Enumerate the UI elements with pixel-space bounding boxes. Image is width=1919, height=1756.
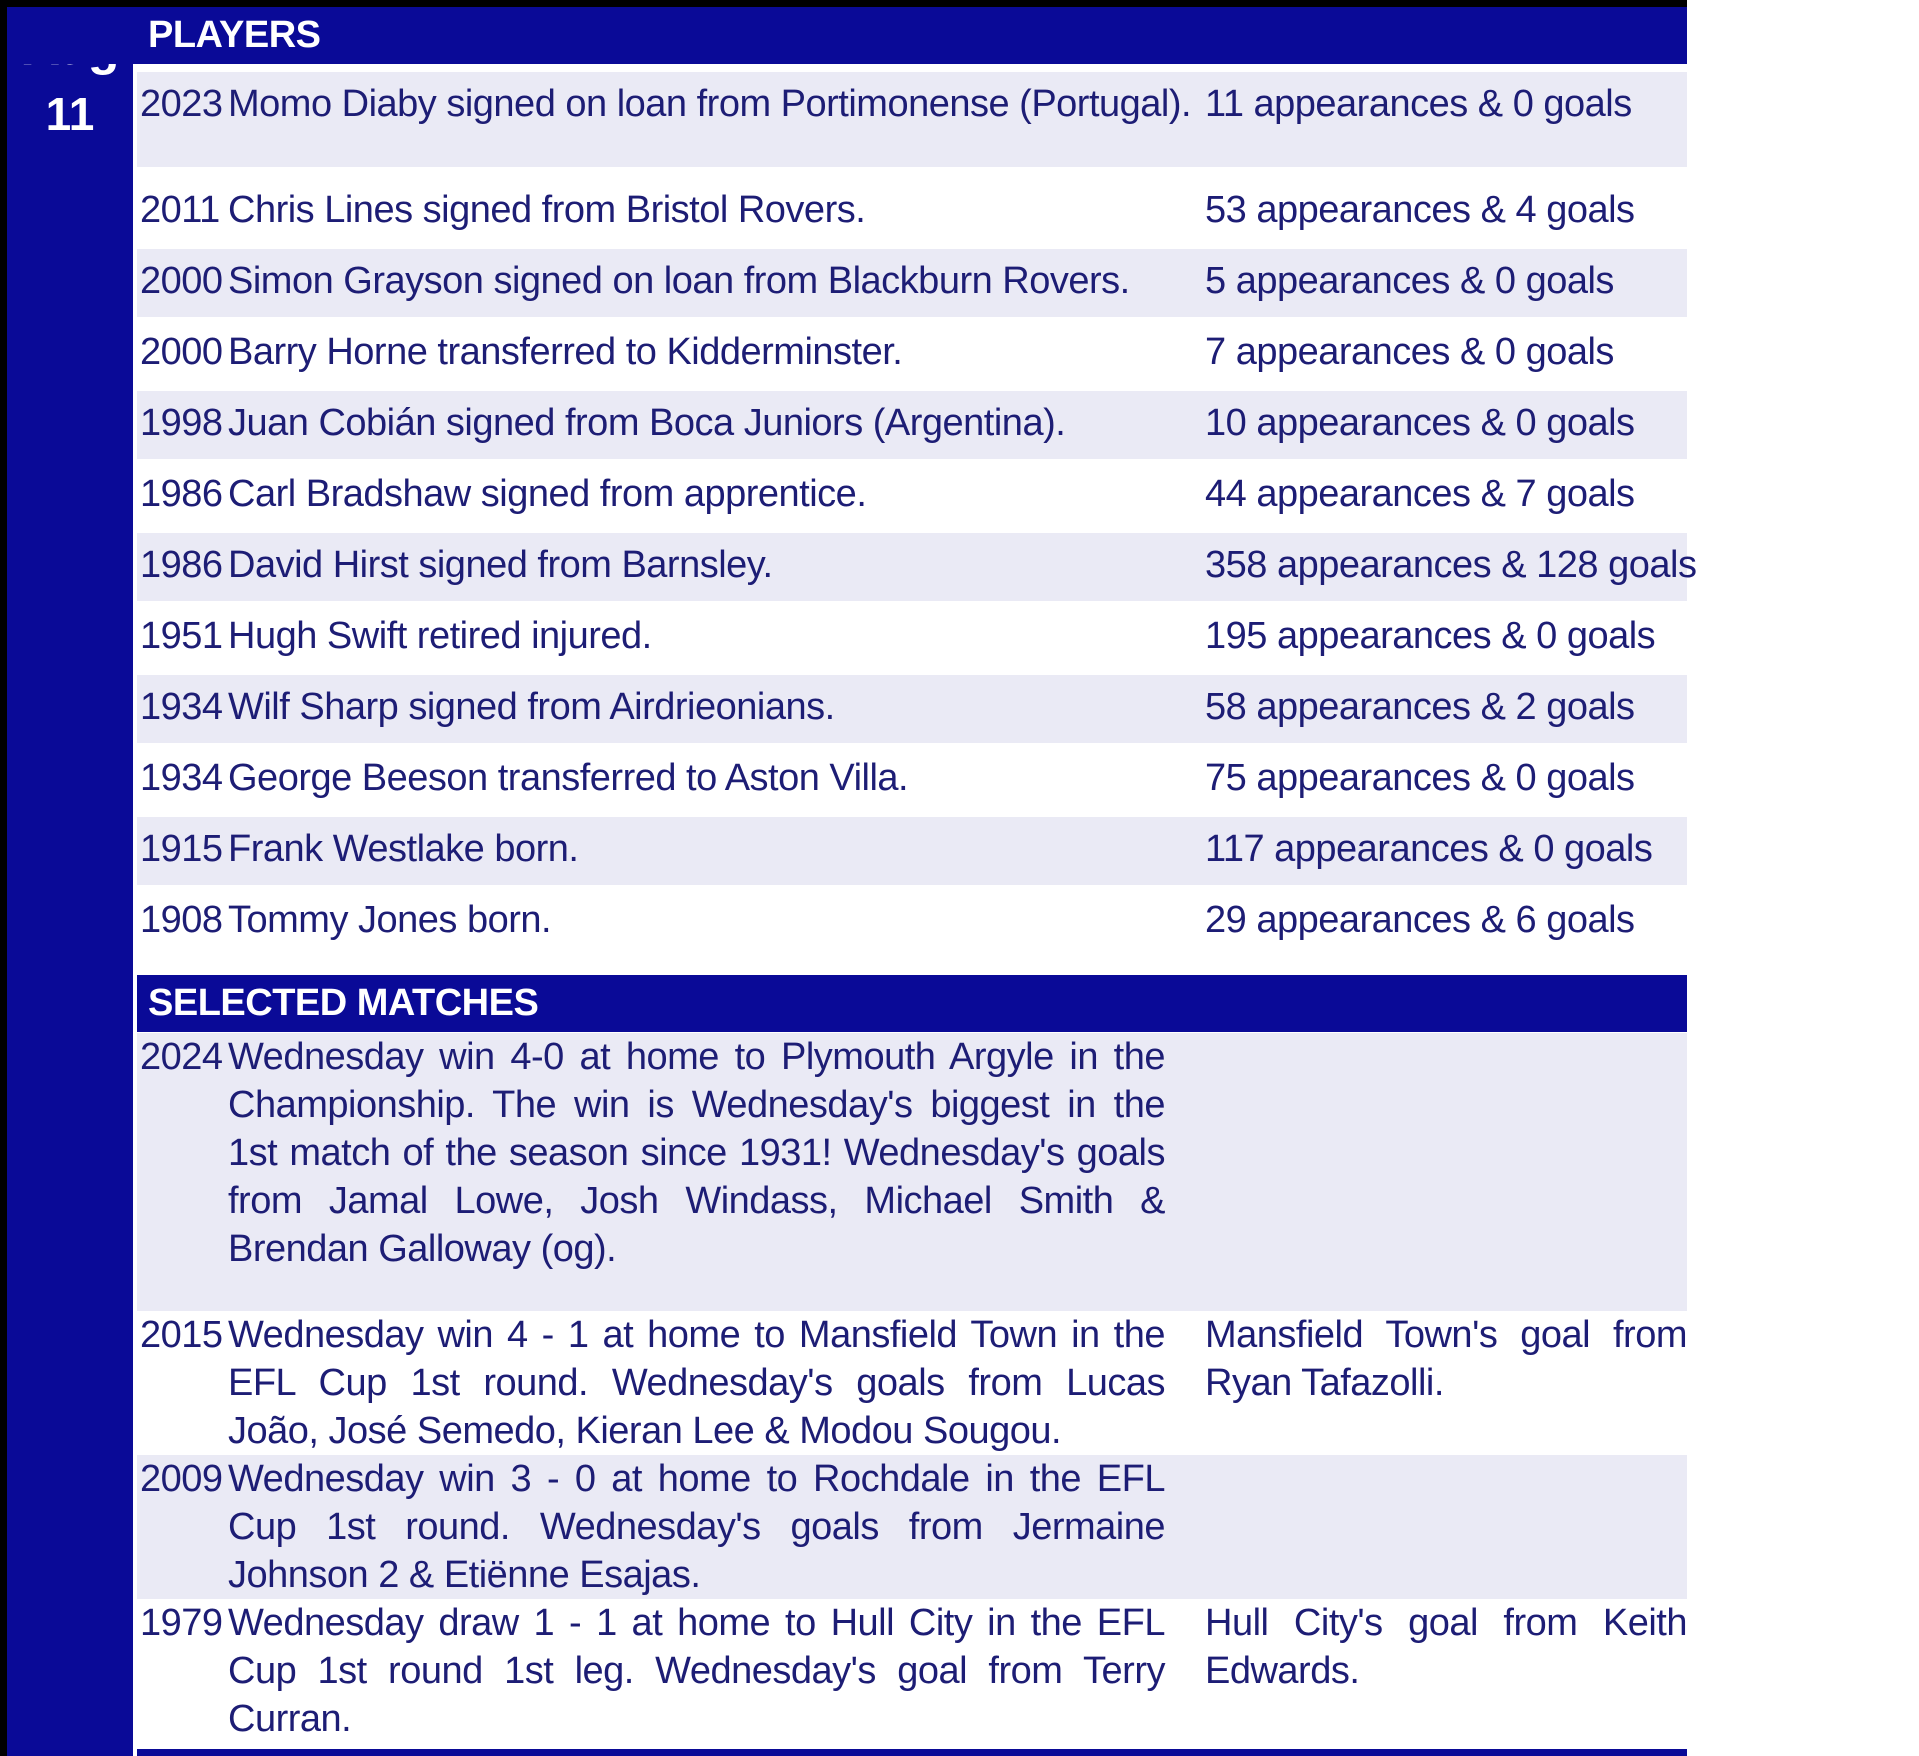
player-stats: 10 appearances & 0 goals: [1205, 402, 1635, 444]
player-event: Momo Diaby signed on loan from Portimonense (Portugal).: [228, 83, 1192, 125]
players-section-header: [7, 7, 1687, 64]
player-stats: 7 appearances & 0 goals: [1205, 331, 1614, 373]
player-row: [137, 462, 1687, 530]
player-row: [137, 320, 1687, 388]
player-stats: 75 appearances & 0 goals: [1205, 757, 1635, 799]
match-year: 2009: [140, 1458, 223, 1500]
player-year: 1986: [140, 544, 223, 586]
player-year: 1908: [140, 899, 223, 941]
match-year: 1979: [140, 1602, 223, 1644]
player-year: 1934: [140, 757, 223, 799]
match-opponent-note: Mansfield Town's goal from Ryan Tafazolli.: [1205, 1314, 1687, 1404]
players-list: [137, 72, 1697, 959]
player-row: [137, 533, 1697, 601]
player-row: [137, 249, 1687, 317]
player-year: 1986: [140, 473, 223, 515]
date-day: 11: [45, 88, 95, 140]
player-year: 1951: [140, 615, 223, 657]
page-bottom-rule: [137, 1749, 1687, 1756]
player-row: [137, 72, 1687, 167]
player-event: George Beeson transferred to Aston Villa.: [228, 757, 909, 799]
player-event: Carl Bradshaw signed from apprentice.: [228, 473, 867, 515]
player-year: 2000: [140, 260, 223, 302]
player-year: 1998: [140, 402, 223, 444]
player-stats: 5 appearances & 0 goals: [1205, 260, 1614, 302]
player-row: [137, 675, 1687, 743]
page-left-border: [0, 0, 7, 1756]
player-stats: 44 appearances & 7 goals: [1205, 473, 1635, 515]
match-year: 2015: [140, 1314, 223, 1356]
player-row: [137, 178, 1687, 246]
player-year: 2023: [140, 83, 223, 125]
player-year: 1915: [140, 828, 223, 870]
player-row: [137, 817, 1687, 885]
player-year: 1934: [140, 686, 223, 728]
player-event: Barry Horne transferred to Kidderminster.: [228, 331, 903, 373]
player-row: [137, 391, 1687, 459]
selected-matches-section-header: [137, 975, 1687, 1032]
player-stats: 29 appearances & 6 goals: [1205, 899, 1635, 941]
player-row: [137, 888, 1687, 956]
player-row: [137, 604, 1687, 672]
match-row: [137, 1455, 1687, 1599]
player-stats: 11 appearances & 0 goals: [1205, 83, 1632, 125]
player-stats: 195 appearances & 0 goals: [1205, 615, 1656, 657]
player-event: Hugh Swift retired injured.: [228, 615, 652, 657]
player-event: Tommy Jones born.: [228, 899, 552, 941]
match-row: [137, 1311, 1687, 1455]
player-event: Frank Westlake born.: [228, 828, 579, 870]
player-year: 2000: [140, 331, 223, 373]
player-event: David Hirst signed from Barnsley.: [228, 544, 773, 586]
match-summary: Wednesday win 4-0 at home to Plymouth Argyle in the Championship. The win is Wednesday's biggest in the 1st match of the season since 1931! Wednesday's goals from Jamal Lowe, Josh Windass, Michael Smith & Brendan Galloway (og).: [228, 1036, 1165, 1270]
match-opponent-note: Hull City's goal from Keith Edwards.: [1205, 1602, 1687, 1692]
player-stats: 53 appearances & 4 goals: [1205, 189, 1635, 231]
player-year: 2011: [140, 189, 220, 231]
player-event: Juan Cobián signed from Boca Juniors (Argentina).: [228, 402, 1066, 444]
match-summary: Wednesday win 3 - 0 at home to Rochdale in the EFL Cup 1st round. Wednesday's goals from Jermaine Johnson 2 & Etiënne Esajas.: [228, 1458, 1165, 1596]
players-section-title: PLAYERS: [148, 14, 321, 56]
player-row: [137, 746, 1687, 814]
page-top-border: [0, 0, 1687, 7]
player-event: Chris Lines signed from Bristol Rovers.: [228, 189, 866, 231]
matches-list: [137, 1033, 1687, 1749]
player-stats: 117 appearances & 0 goals: [1205, 828, 1653, 870]
match-summary: Wednesday draw 1 - 1 at home to Hull City in the EFL Cup 1st round 1st leg. Wednesday's goal from Terry Curran.: [228, 1602, 1165, 1740]
player-event: Simon Grayson signed on loan from Blackburn Rovers.: [228, 260, 1130, 302]
player-event: Wilf Sharp signed from Airdrieonians.: [228, 686, 835, 728]
match-year: 2024: [140, 1036, 223, 1078]
selected-matches-section-title: SELECTED MATCHES: [148, 982, 539, 1024]
player-stats: 358 appearances & 128 goals: [1205, 544, 1697, 586]
match-summary: Wednesday win 4 - 1 at home to Mansfield Town in the EFL Cup 1st round. Wednesday's goals from Lucas João, José Semedo, Kieran Lee & Modou Sougou.: [228, 1314, 1165, 1452]
player-stats: 58 appearances & 2 goals: [1205, 686, 1635, 728]
date-sidebar: [7, 7, 133, 1756]
match-row: [137, 1033, 1687, 1311]
match-row: [137, 1599, 1687, 1749]
